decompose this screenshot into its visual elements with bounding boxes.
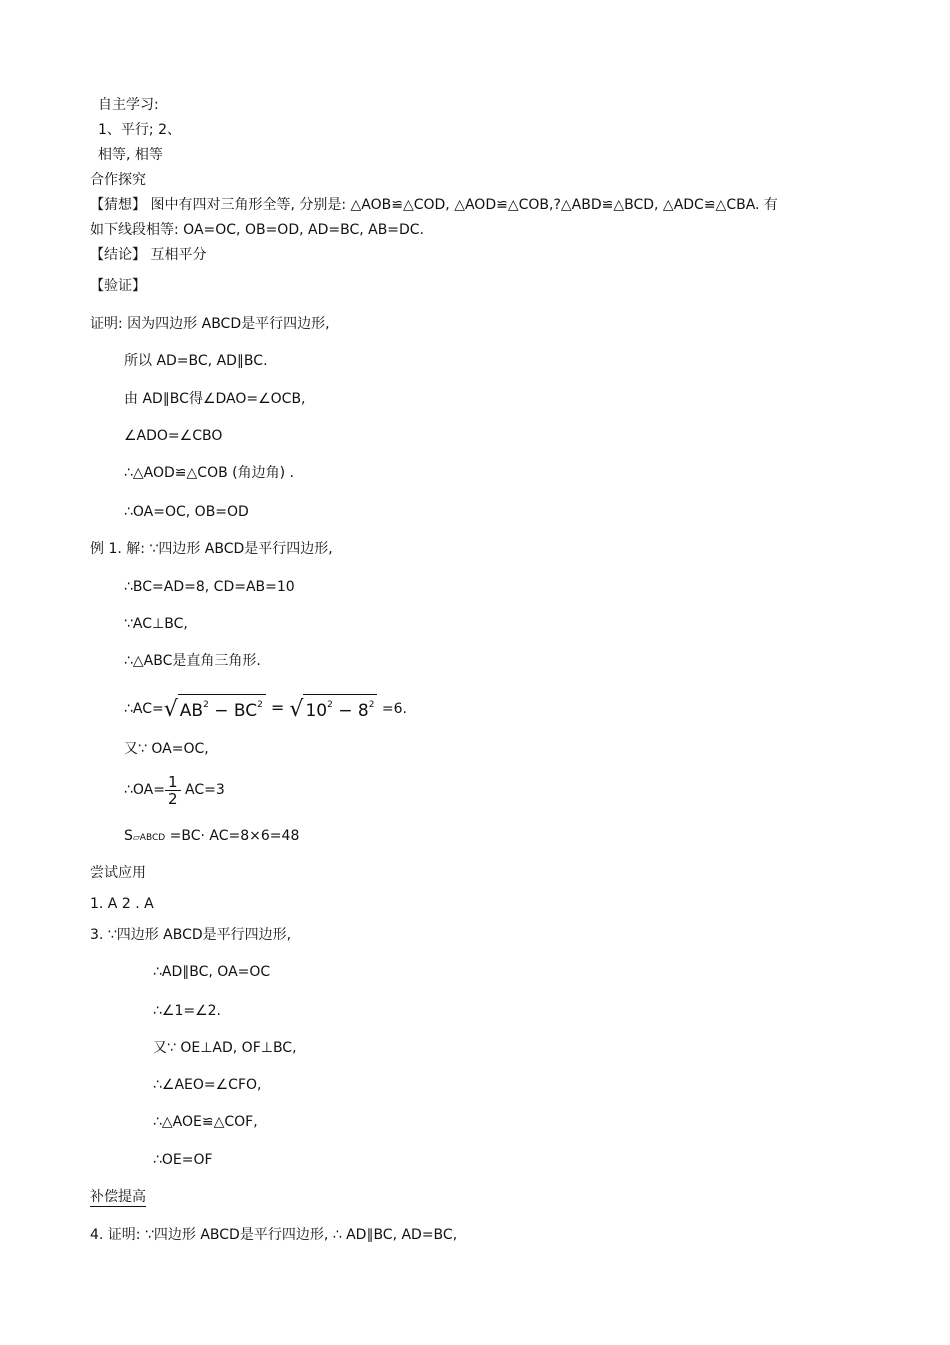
section-heading-try: 尝试应用: [90, 865, 146, 881]
problem-line: ∴∠1=∠2.: [153, 1003, 222, 1019]
example-formula-ac: ∴AC=√ $AB^2 - BC^2$ = √ $10^2 - 8^2 =6$.: [124, 694, 407, 724]
problem-line: ∴△AOE≌△COF,: [153, 1114, 258, 1130]
answer-line: 相等, 相等: [98, 147, 163, 163]
problem-line: ∴∠AEO=∠CFO,: [153, 1077, 262, 1093]
problem-line: ∴AD∥BC, OA=OC: [153, 964, 271, 980]
problem-line: 又∵ OE⊥AD, OF⊥BC,: [153, 1040, 297, 1056]
problem-line: 3. ∵四边形 ABCD是平行四边形,: [90, 927, 292, 943]
section-heading-cooperative: 合作探究: [90, 172, 146, 188]
example-line: ∴BC=AD=8, CD=AB=10: [124, 579, 295, 595]
example-formula-oa: ∴OA= $\frac{1}{2}$ AC=3: [124, 772, 225, 808]
example-line: 例 1. 解: ∵四边形 ABCD是平行四边形,: [90, 541, 333, 557]
answer-line: 1、平行; 2、: [98, 122, 181, 138]
answer-line: 1. A 2 . A: [90, 896, 154, 912]
conclusion-line: 【结论】 互相平分: [90, 247, 207, 263]
example-line: ∴△ABC是直角三角形.: [124, 653, 261, 669]
sqrt-expression-1: √ $AB^2 - BC^2$: [164, 694, 266, 724]
formula-result: =6.: [377, 701, 407, 717]
section-heading-improve: 补偿提高: [90, 1189, 146, 1205]
conjecture-line: 如下线段相等: OA=OC, OB=OD, AD=BC, AB=DC.: [90, 222, 425, 238]
proof-line: ∴OA=OC, OB=OD: [124, 504, 249, 520]
section-heading-self-study: 自主学习:: [98, 97, 159, 113]
proof-line: ∠ADO=∠CBO: [124, 428, 223, 444]
example-formula-area: S▱ABCD =BC· AC=8×6=48: [124, 828, 300, 844]
fraction-one-half: $\frac{1}{2}$: [165, 774, 181, 807]
proof-line: 由 AD∥BC得∠DAO=∠OCB,: [124, 391, 306, 407]
problem-line: ∴OE=OF: [153, 1152, 213, 1168]
formula-prefix: ∴AC=: [124, 701, 164, 717]
example-line: 又∵ OA=OC,: [124, 741, 209, 757]
problem-line: 4. 证明: ∵四边形 ABCD是平行四边形, ∴ AD∥BC, AD=BC,: [90, 1227, 458, 1243]
proof-line: 证明: 因为四边形 ABCD是平行四边形,: [90, 316, 330, 332]
sqrt-expression-2: √ $10^2 - 8^2$: [289, 694, 377, 724]
proof-line: ∴△AOD≌△COB (角边角) .: [124, 465, 294, 481]
verify-heading: 【验证】: [90, 278, 146, 294]
conjecture-line: 【猜想】 图中有四对三角形全等, 分别是: △AOB≌△COD, △AOD≌△COB,?△ABD≌△BCD, △ADC≌△CBA. 有: [90, 197, 778, 213]
example-line: ∵AC⊥BC,: [124, 616, 188, 632]
proof-line: 所以 AD=BC, AD∥BC.: [124, 353, 268, 369]
